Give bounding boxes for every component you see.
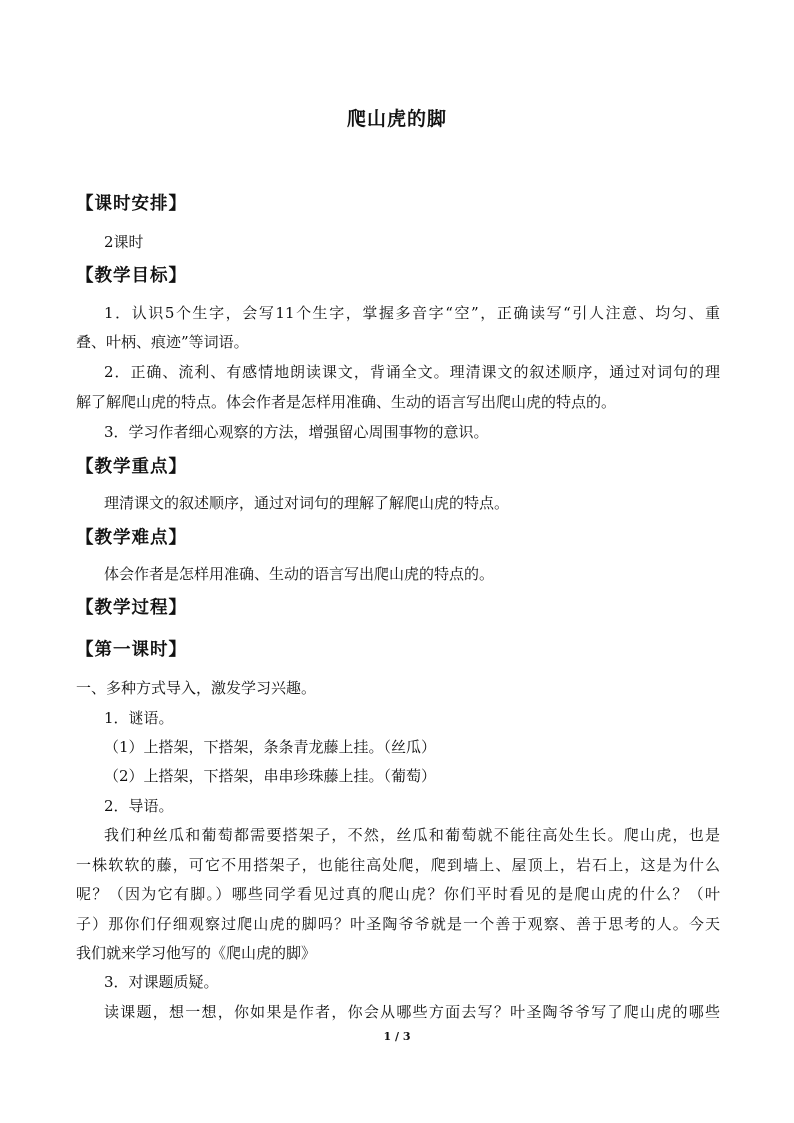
intro-line-4: 子）那你们仔细观察过爬山虎的脚吗？叶圣陶爷爷就是一个善于观察、善于思考的人。今天 bbox=[76, 915, 720, 933]
page-number: 1 / 3 bbox=[383, 1030, 411, 1043]
difficult-points-text: 体会作者是怎样用准确、生动的语言写出爬山虎的特点的。 bbox=[104, 565, 495, 583]
intro-line-5: 我们就来学习他写的《爬山虎的脚》 bbox=[76, 944, 317, 962]
schedule-text: 2课时 bbox=[104, 233, 144, 251]
heading-process: 【教学过程】 bbox=[76, 598, 187, 618]
heading-difficult-points: 【教学难点】 bbox=[76, 528, 187, 548]
goal-1-line-1: 1．认识5个生字，会写11个生字，掌握多音字“空”，正确读写“引人注意、均匀、重 bbox=[104, 304, 720, 322]
intro-line-3: 呢？（因为它有脚。）哪些同学看见过真的爬山虎？你们平时看见的是爬山虎的什么？（叶 bbox=[76, 885, 720, 903]
intro-line-2: 一株软软的藤，可它不用搭架子，也能往高处爬，爬到墙上、屋顶上，岩石上，这是为什么 bbox=[76, 856, 720, 874]
riddle-2: （2）上搭架，下搭架，串串珍珠藤上挂。（葡萄） bbox=[104, 767, 437, 785]
riddle-1: （1）上搭架，下搭架，条条青龙藤上挂。（丝瓜） bbox=[104, 738, 437, 756]
goal-2-line-1: 2．正确、流利、有感情地朗读课文，背诵全文。理清课文的叙述顺序，通过对词句的理 bbox=[104, 363, 720, 381]
section-1-title: 一、多种方式导入，激发学习兴趣。 bbox=[76, 679, 317, 697]
goal-1-line-2: 叠、叶柄、痕迹”等词语。 bbox=[76, 333, 249, 351]
heading-key-points: 【教学重点】 bbox=[76, 457, 187, 477]
section-1-item-2: 2．导语。 bbox=[104, 797, 174, 815]
section-1-item-3: 3．对课题质疑。 bbox=[104, 973, 219, 991]
intro-line-1: 我们种丝瓜和葡萄都需要搭架子，不然，丝瓜和葡萄就不能往高处生长。爬山虎，也是 bbox=[104, 826, 720, 844]
heading-schedule: 【课时安排】 bbox=[76, 194, 187, 214]
goal-2-line-2: 解了解爬山虎的特点。体会作者是怎样用准确、生动的语言写出爬山虎的特点的。 bbox=[76, 393, 617, 411]
key-points-text: 理清课文的叙述顺序，通过对词句的理解了解爬山虎的特点。 bbox=[104, 494, 510, 512]
goal-3: 3．学习作者细心观察的方法，增强留心周围事物的意识。 bbox=[104, 423, 489, 441]
page-title: 爬山虎的脚 bbox=[346, 108, 447, 130]
question-line-1: 读课题，想一想，你如果是作者，你会从哪些方面去写？叶圣陶爷爷写了爬山虎的哪些 bbox=[104, 1003, 720, 1021]
heading-lesson-1: 【第一课时】 bbox=[76, 640, 187, 660]
heading-goals: 【教学目标】 bbox=[76, 266, 187, 286]
section-1-item-1: 1．谜语。 bbox=[104, 709, 174, 727]
